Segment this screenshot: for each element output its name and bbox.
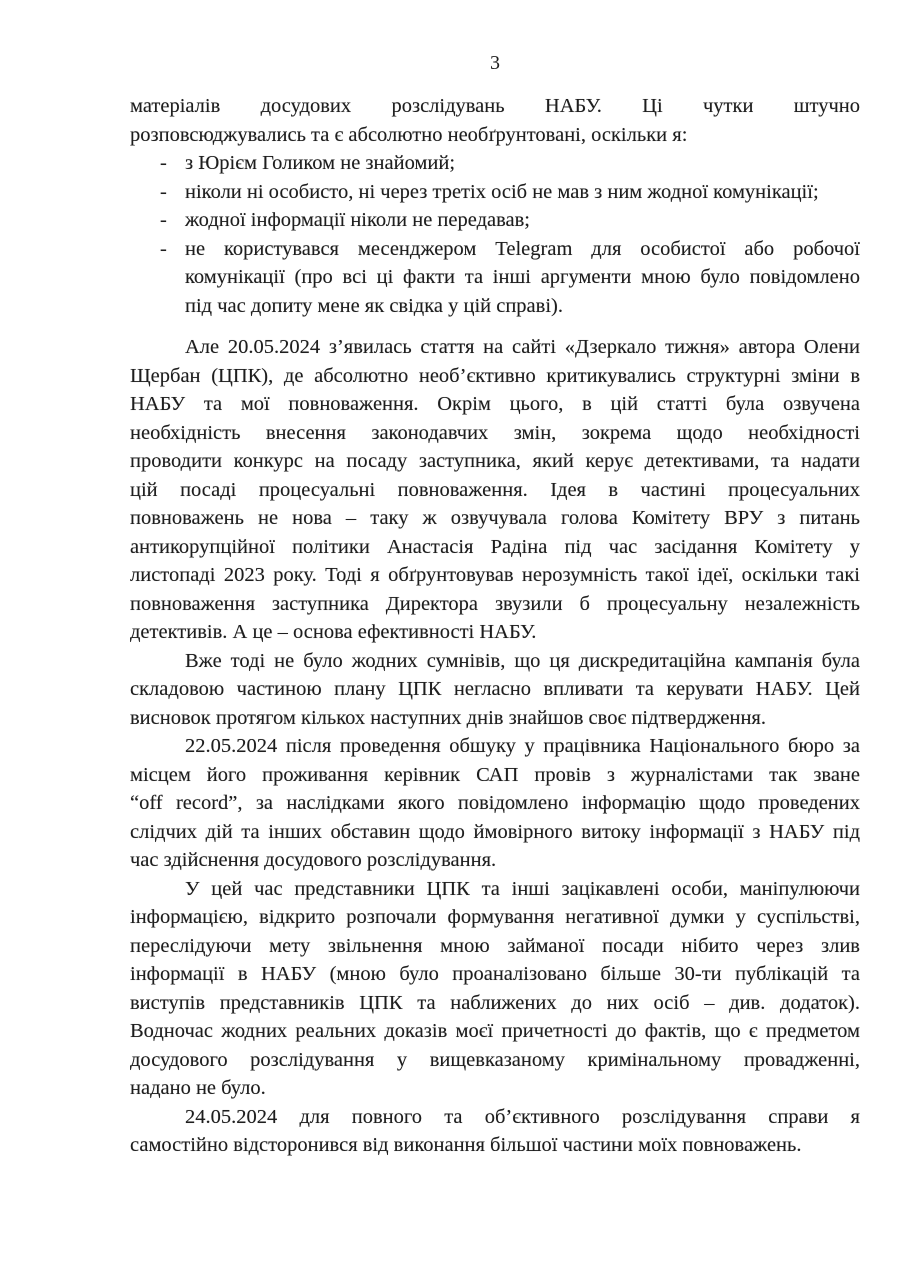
text-line: листопаді 2023 року. Тоді я обґрунтовував нерозумність такої ідеї, оскільки такі [130,564,860,586]
text-line: слідчих дій та інших обставин щодо ймовірного витоку інформації з НАБУ під [130,820,860,843]
text-line: 22.05.2024 після проведення обшуку у працівника Національного бюро за [185,735,860,757]
text-line: антикорупційної політики Анастасія Радіна під час засідання Комітету у [130,535,860,558]
paragraph-para-recusal [130,1103,860,1160]
text-line: місцем його проживання керівник САП провів з журналістами так зване [130,763,860,786]
document-body [130,92,860,1160]
text-line: У цей час представники ЦПК та інші зацікавлені особи, маніпулюючи [185,877,860,900]
bullet-marker: - [160,152,167,174]
bullet-text: з Юрієм Голиком не знайомий; [185,152,456,174]
paragraph-intro [130,92,860,149]
text-line: повноважень не нова – таку ж озвучувала голова Комітету ВРУ з питань [130,507,860,529]
text-line: НАБУ та мої повноваження. Окрім цього, в цій статті була озвучена [130,393,860,415]
bullet-marker: - [160,209,167,231]
paragraph-bullet-4 [130,235,860,321]
text-line: Водночас жодних реальних доказів моєї причетності до фактів, що є предметом [130,1020,860,1042]
text-line: Але 20.05.2024 з’явилась стаття на сайті «Дзеркало тижня» автора Олени [185,336,860,358]
text-line: необхідність внесення законодавчих змін, зокрема щодо необхідності [130,421,860,444]
text-line: “off record”, за наслідками якого повідомлено інформацію щодо проведених [130,792,860,814]
text-line: комунікації (про всі ці факти та інші аргументи мною було повідомлено [185,266,860,288]
text-line: цій посаді процесуальні повноваження. Ідея в частині процесуальних [130,478,860,501]
bullet-line [130,235,860,264]
bullet-line [130,149,860,178]
text-line: розповсюджувались та є абсолютно необґрунтовані, оскільки я: [130,123,688,146]
bullet-line [130,206,860,235]
paragraph-bullet-1 [130,149,860,178]
bullet-marker: - [160,237,167,260]
text-line: інформацією, відкрито розпочали формування негативної думки у суспільстві, [130,906,860,928]
paragraph-para-conclusion [130,647,860,733]
page-number: 3 [490,52,500,74]
text-line: повноваження заступника Директора звузили б процесуальну незалежність [130,592,860,615]
paragraph-bullet-2 [130,178,860,207]
text-line: 24.05.2024 для повного та об’єктивного розслідування справи я [185,1105,860,1128]
text-line: Вже тоді не було жодних сумнівів, що ця дискредитаційна кампанія була [185,649,860,672]
paragraph-para-article [130,333,860,647]
text-line: детективів. А це – основа ефективності НАБУ. [130,621,537,643]
text-line: проводити конкурс на посаду заступника, який керує детективами, та надати [130,450,860,472]
bullet-marker: - [160,180,167,203]
text-line: складовою частиною плану ЦПК негласно впливати та керувати НАБУ. Цей [130,678,860,700]
text-line: висновок протягом кількох наступних днів знайшов своє підтвердження. [130,706,766,729]
paragraph-para-campaign [130,875,860,1103]
text-line: час здійснення досудового розслідування. [130,849,497,871]
text-line: самостійно відсторонився від виконання більшої частини моїх повноважень. [130,1134,802,1156]
text-line: під час допиту мене як свідка у цій справі). [185,294,563,317]
text-line: досудового розслідування у вищевказаному кримінальному провадженні, [130,1048,860,1071]
text-line: Щербан (ЦПК), де абсолютно необ’єктивно критикувались структурні зміни в [130,364,860,387]
bullet-text: не користувався месенджером Telegram для особистої або робочої [185,237,860,260]
text-line: надано не було. [130,1077,266,1099]
bullet-line [130,178,860,207]
text-line: виступів представників ЦПК та наближених до них осіб – див. додаток). [130,991,860,1014]
paragraph-bullet-3 [130,206,860,235]
bullet-text: жодної інформації ніколи не передавав; [185,209,530,231]
paragraph-para-search [130,732,860,875]
text-line: переслідуючи мету звільнення мною займаної посади нібито через злив [130,934,860,957]
text-line: матеріалів досудових розслідувань НАБУ. Ці чутки штучно [130,95,860,117]
bullet-text: ніколи ні особисто, ні через третіх осіб не мав з ним жодної комунікації; [185,180,819,203]
text-line: інформації в НАБУ (мною було проаналізовано більше 30-ти публікацій та [130,963,860,985]
